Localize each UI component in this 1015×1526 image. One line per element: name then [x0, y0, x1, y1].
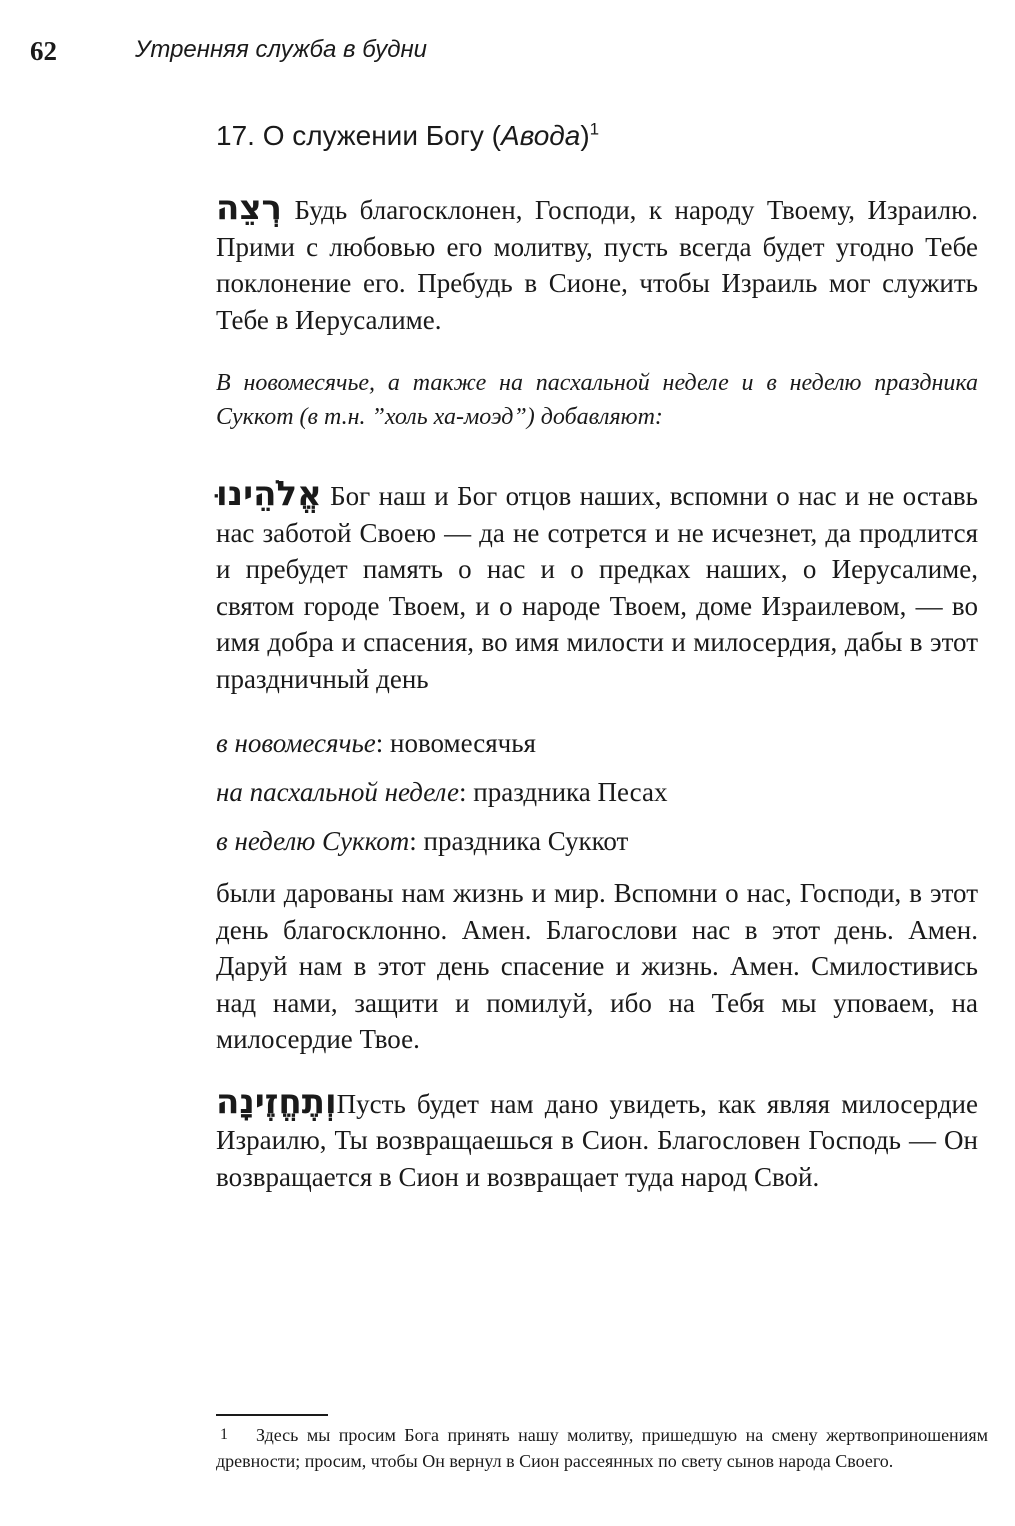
- paragraph-continuation: были дарованы нам жизнь и мир. Вспомни о нас, Господи, в этот день благосклонно. Амен. Благослови нас в этот день. Амен. Даруй нам в этот день спасение и жизнь. Амен. Смилостивись над нами, защити и помилуй, ибо на Тебя мы уповаем, на милосердие Твое.: [216, 878, 978, 1055]
- paragraph-text: Пусть будет нам дано увидеть, как являя милосердие Израилю, Ты возвращаешься в Сион. Благословен Господь — Он возвращается в Сион и возвращает туда народ Свой.: [216, 1088, 978, 1192]
- paragraph-eloheinu: [216, 474, 978, 697]
- page-number: 62: [30, 36, 57, 66]
- footnote-divider: [216, 1414, 328, 1416]
- variant-list: [216, 725, 978, 859]
- section-title-text: 17. О служении Богу (: [216, 120, 502, 151]
- paragraph-text: Бог наш и Бог отцов наших, вспомни о нас и не оставь нас заботой Своею — да не сотрется и не исчезнет, да продлится и пребудет память о нас и о предках наших, о Иерусалиме, святом городе Твоем, и о народе Твоем, доме Израилевом, — во имя добра и спасения, во имя милости и милосердия, дабы в этот праздничный день: [216, 481, 978, 694]
- footnote: [216, 1422, 988, 1474]
- section-title-italic: Авода: [501, 120, 581, 151]
- footnote-number: 1: [220, 1426, 228, 1443]
- variant-text: : праздника Песах: [459, 777, 668, 808]
- paragraph-retzeh: [216, 188, 978, 338]
- variant-label: на пасхальной неделе: [216, 777, 460, 808]
- hebrew-keyword-eloheinu: אֱלֹהֵינוּ: [216, 474, 322, 515]
- variant-label: в новомесячье: [216, 728, 376, 759]
- variant-text: : праздника Суккот: [409, 826, 629, 857]
- variant-text: : новомесячья: [375, 728, 536, 759]
- running-head: Утренняя служба в будни: [135, 36, 428, 63]
- rubric-instruction: В новомесячье, а также на пасхальной неделе и в неделю праздника Суккот (в т.н. ”холь ха-моэд”) добавляют:: [216, 370, 978, 431]
- paragraph-vetechezena: [216, 1081, 978, 1196]
- footnote-reference: 1: [589, 119, 600, 139]
- main-text: [216, 118, 978, 1223]
- hebrew-keyword-vetechezena: וְתֶחֱזֶינָה: [216, 1081, 337, 1122]
- paragraph-text: Будь благосклонен, Господи, к народу Твоему, Израилю. Прими с любовью его молитву, пусть всегда будет угодно Тебе поклонение его. Пребудь в Сионе, чтобы Израиль мог служить Тебе в Иерусалиме.: [216, 195, 978, 335]
- section-title: [216, 118, 978, 154]
- hebrew-keyword-retzeh: רְצֵה: [216, 188, 283, 229]
- variant-line: [216, 823, 978, 859]
- variant-label: в неделю Суккот: [216, 826, 410, 857]
- variant-line: [216, 774, 978, 810]
- footnote-text: Здесь мы просим Бога принять нашу молитву, пришедшую на смену жертвоприношениям древности; просим, чтобы Он вернул в Сион рассеянных по свету сынов народа Своего.: [216, 1425, 988, 1471]
- section-title-close: ): [580, 120, 590, 151]
- variant-line: [216, 725, 978, 761]
